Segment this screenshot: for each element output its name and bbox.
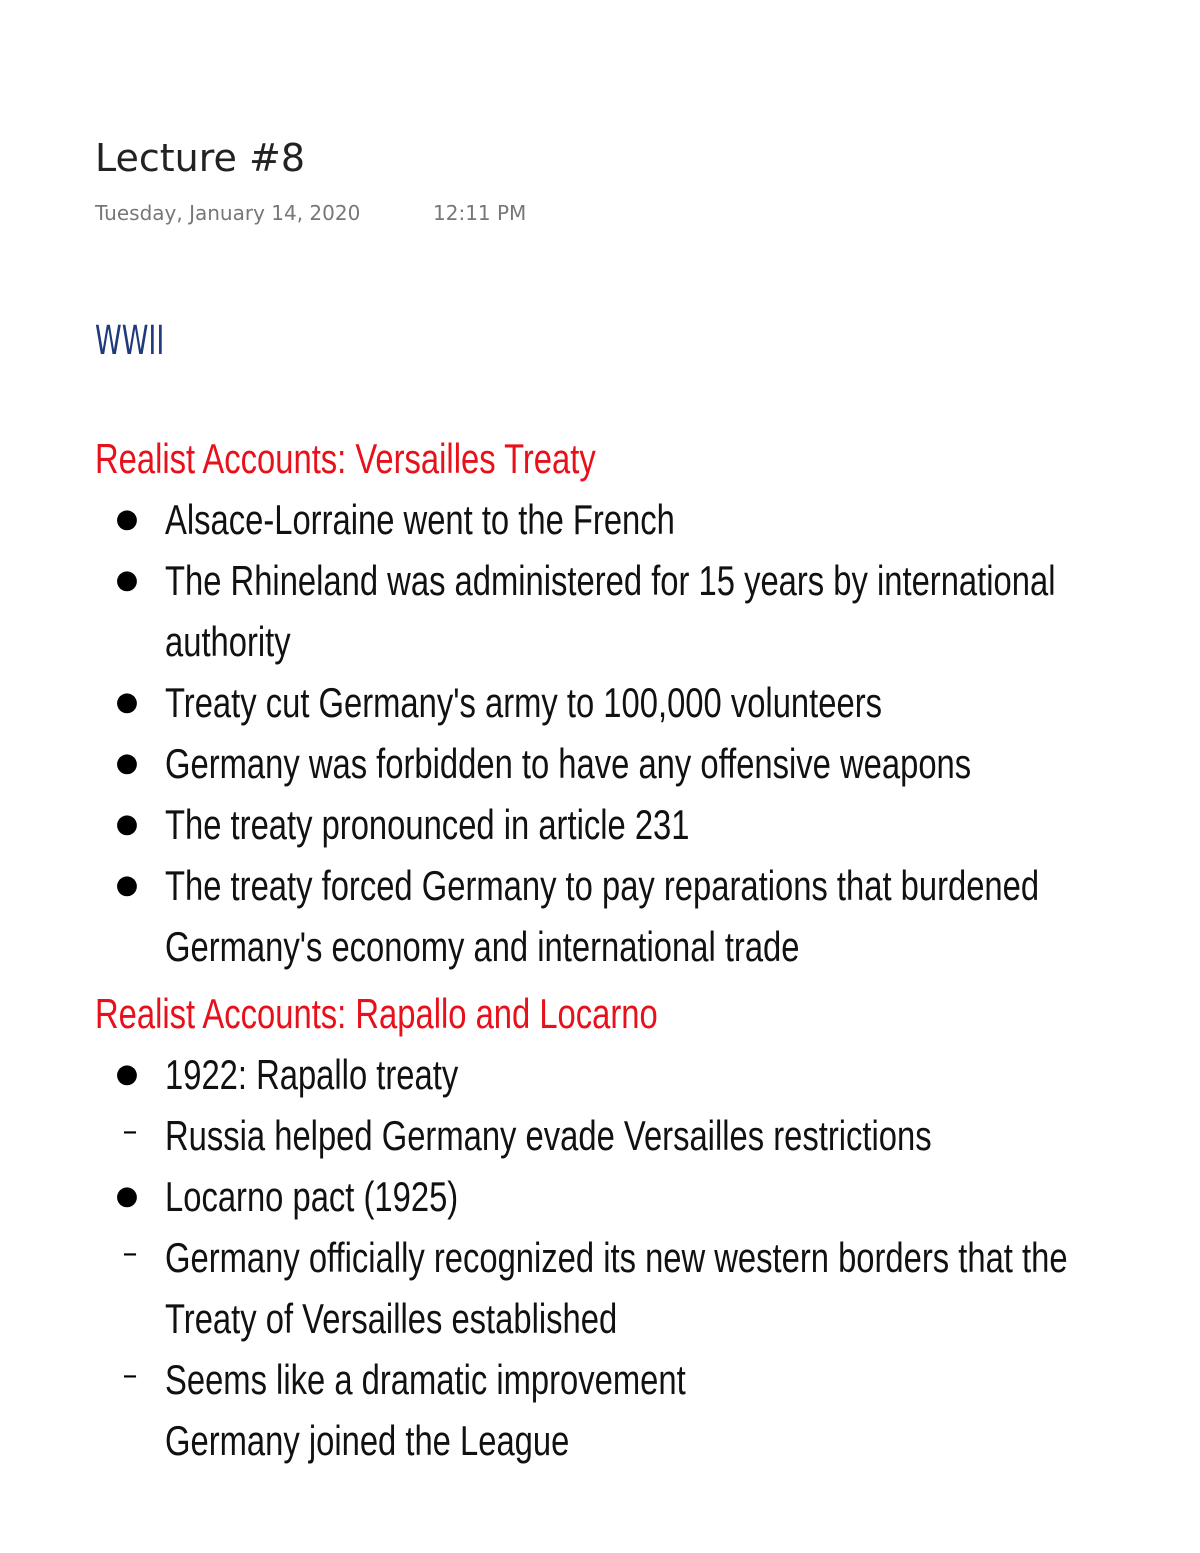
main-heading: WWII	[95, 318, 165, 364]
list-item-text: authority	[165, 618, 291, 665]
list-item-text: Germany officially recognized its new western borders that the	[165, 1234, 1068, 1281]
list-item-text: Treaty of Versailles established	[165, 1295, 618, 1342]
list-item-text: Locarno pact (1925)	[165, 1173, 459, 1220]
bullet-icon: ●	[115, 565, 139, 595]
dash-icon: –	[122, 1114, 138, 1149]
dash-icon: –	[122, 1236, 138, 1271]
list-item-text: Seems like a dramatic improvement	[165, 1356, 686, 1403]
list-item-text: 1922: Rapallo treaty	[165, 1051, 459, 1098]
page-date: Tuesday, January 14, 2020	[95, 201, 361, 225]
section-heading: Realist Accounts: Versailles Treaty	[95, 435, 596, 482]
dash-icon: –	[122, 1358, 138, 1393]
list-item-text: Treaty cut Germany's army to 100,000 volunteers	[165, 679, 882, 726]
list-item-text: Alsace-Lorraine went to the French	[165, 496, 675, 543]
bullet-icon: ●	[115, 1059, 139, 1089]
list-item-text: The treaty pronounced in article 231	[165, 801, 690, 848]
list-item-text: Germany was forbidden to have any offensive weapons	[165, 740, 972, 787]
list-item-text: Germany's economy and international trade	[165, 923, 800, 970]
bullet-icon: ●	[115, 748, 139, 778]
page-title: Lecture #8	[95, 136, 306, 180]
bullet-icon: ●	[115, 1181, 139, 1211]
bullet-icon: ●	[115, 870, 139, 900]
list-item-text: Germany joined the League	[165, 1417, 570, 1464]
bullet-icon: ●	[115, 687, 139, 717]
page-time: 12:11 PM	[433, 201, 527, 225]
list-item-text: The treaty forced Germany to pay reparations that burdened	[165, 862, 1040, 909]
bullet-icon: ●	[115, 809, 139, 839]
section-heading: Realist Accounts: Rapallo and Locarno	[95, 990, 658, 1037]
bullet-icon: ●	[115, 504, 139, 534]
list-item-text: The Rhineland was administered for 15 years by international	[165, 557, 1056, 604]
list-item-text: Russia helped Germany evade Versailles restrictions	[165, 1112, 932, 1159]
